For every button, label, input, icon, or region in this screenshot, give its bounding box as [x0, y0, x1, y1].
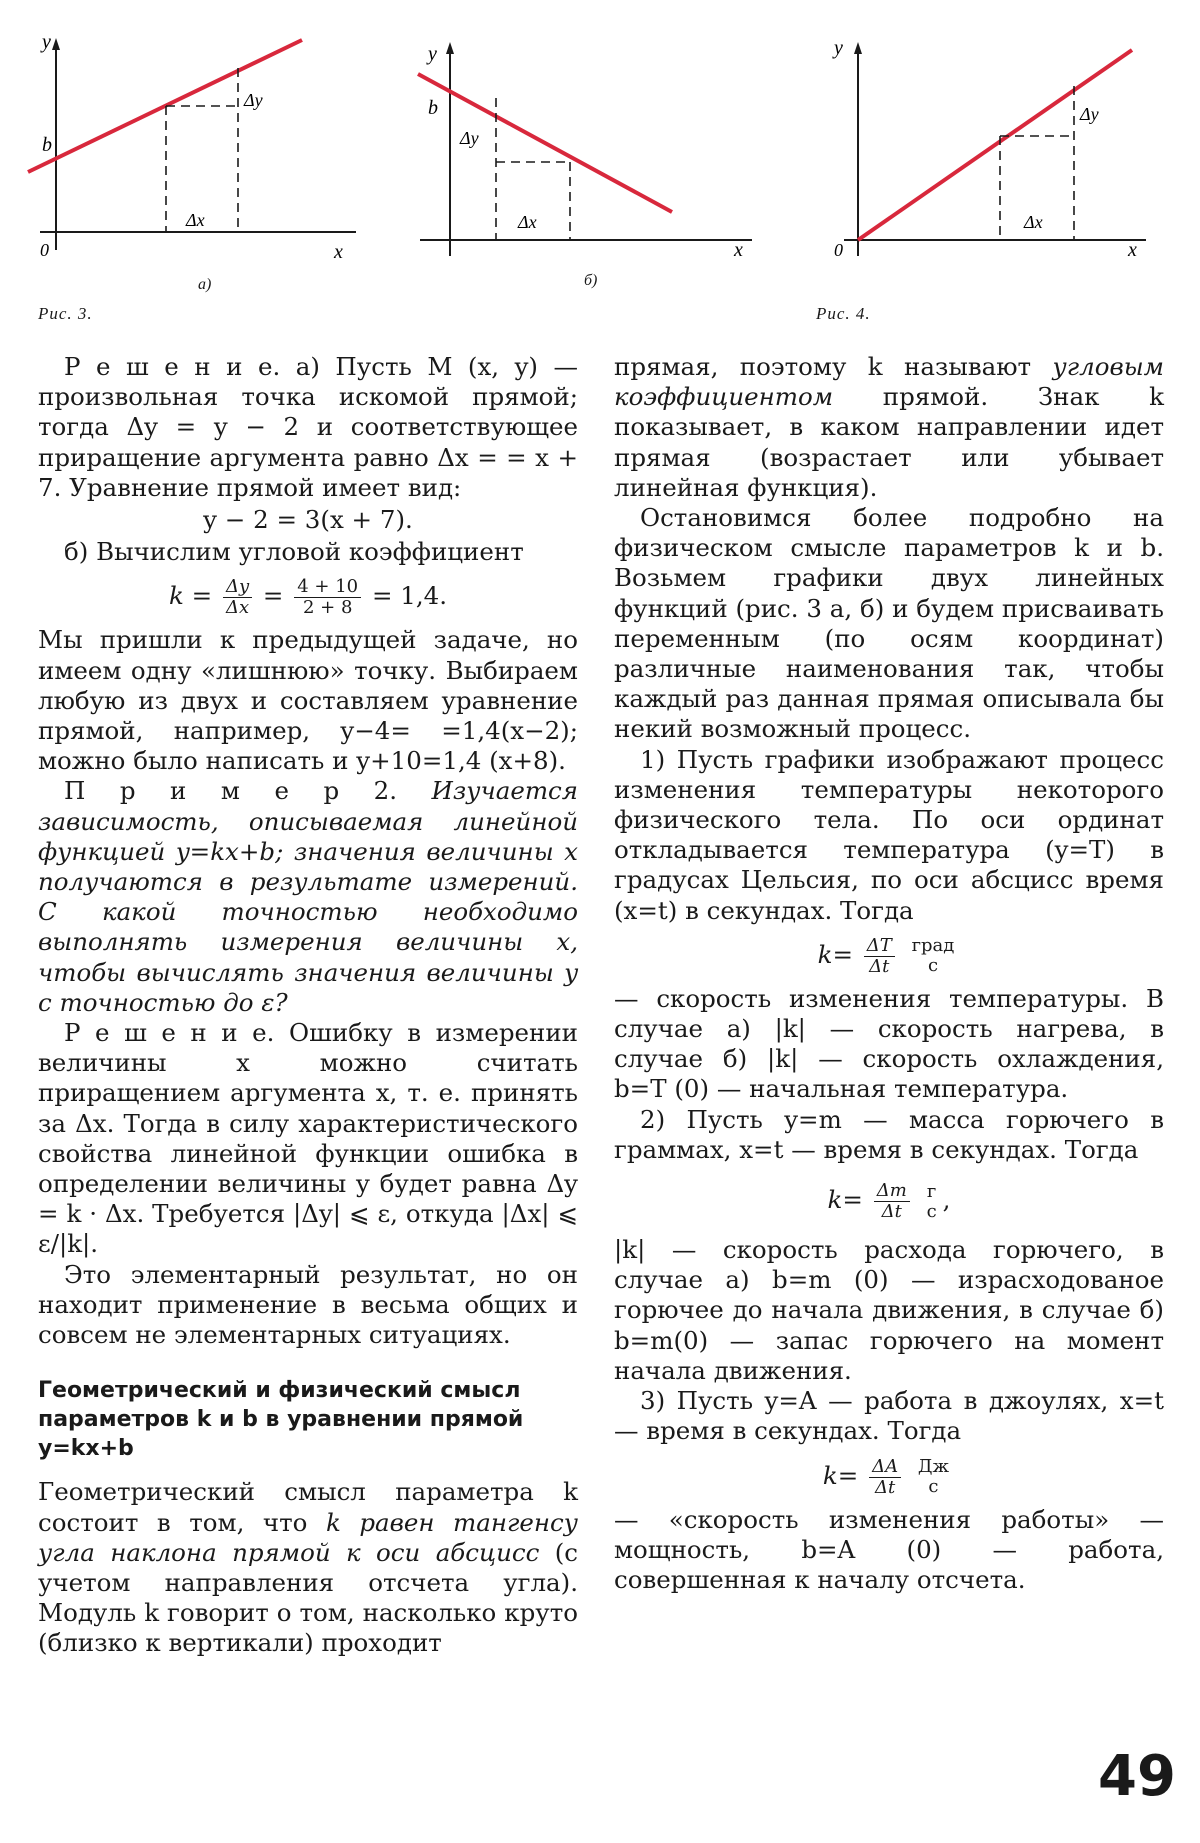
fuel-formula: k= $\frac{\Delta m}{\Delta t}$ г с , — [827, 1180, 951, 1223]
y-label: y — [428, 43, 437, 65]
y-axis-arrow-icon — [854, 42, 862, 54]
delta-y-label: Δy — [460, 128, 479, 148]
x-label: x — [1128, 239, 1137, 261]
x-label: x — [734, 239, 743, 261]
paragraph-physical-meaning: Остановимся более подробно на физическом смысле параметров k и b. Возьмем графики двух линейных функций (рис. 3 а, б) и будем присваивать переменным (по осям координат) различные наименования так, чтобы каждый раз данная прямая описывала бы некий возможный процесс. — [614, 503, 1164, 744]
delta-y-label: Δy — [1080, 104, 1099, 124]
x-label: x — [334, 241, 343, 263]
y-label: y — [42, 31, 51, 53]
y-axis-arrow-icon — [446, 42, 454, 54]
paragraph-geometric: Геометрический смысл параметра k состоит в том, что k равен тангенсу угла наклона прямой к оси абсцисс (с учетом направления отсчета угла). Модуль k говорит о том, насколько круто (близко к вертикали) проходит — [38, 1477, 578, 1658]
origin-label: 0 — [834, 240, 843, 260]
y-label: y — [834, 37, 843, 59]
origin-label: 0 — [40, 240, 49, 260]
paragraph-slope: б) Вычислим угловой коэффициент — [64, 537, 524, 567]
paragraph-fuel-speed: |k| — скорость расхода горючего, в случае а) b=m (0) — израсходованое горючее до начала движения, в случае б) b=m(0) — запас горючего на момент начала движения. — [614, 1235, 1164, 1385]
figure-4-caption: Рис. 4. — [816, 304, 871, 323]
b-label: b — [428, 97, 438, 119]
delta-x-label: Δx — [518, 212, 537, 232]
paragraph-temperature-speed: — скорость изменения температуры. В случае а) |k| — скорость нагрева, в случае б) |k| — скорость охлаждения, b=T (0) — начальная температура. — [614, 983, 1164, 1104]
paragraph-work: 3) Пусть y=A — работа в джоулях, x=t — время в секундах. Тогда — [614, 1386, 1164, 1446]
right-column — [614, 352, 1164, 1595]
page-number: 49 — [1098, 1744, 1176, 1809]
paragraph-elementary: Это элементарный результат, но он находит применение в весьма общих и совсем не элементарных ситуациях. — [38, 1259, 578, 1350]
paragraph-previous-task: Мы пришли к предыдущей задаче, но имеем одну «лишнюю» точку. Выбираем любую из двух и составляем уравнение прямой, например, y−4= =1,4(x−2); можно было написать и y+10=1,4 (x+8). — [38, 625, 578, 776]
delta-x-label: Δx — [1024, 212, 1043, 232]
solution-paragraph-2: Р е ш е н и е. Ошибку в измерении величины x можно считать приращением аргумента x, т. е. принять за Δx. Тогда в силу характеристического свойства линейной функции ошибка в определении величины y будет равна Δy = k · Δx. Требуется |Δy| ⩽ ε, откуда |Δx| ⩽ ε/|k|. — [38, 1018, 578, 1259]
subcaption-b: б) — [584, 272, 598, 289]
left-column — [38, 352, 578, 1659]
paragraph-fuel: 2) Пусть y=m — масса горючего в граммах, x=t — время в секундах. Тогда — [614, 1104, 1164, 1164]
solution-paragraph-a: Р е ш е н и е. а) Пусть M (x, y) — произвольная точка искомой прямой; тогда Δy = y − 2 и соответствующее приращение аргумента равно Δx = = x + 7. Уравнение прямой имеет вид: — [38, 352, 579, 502]
paragraph-angular-coefficient: прямая, поэтому k называют угловым коэффициентом прямой. Знак k показывает, в каком направлении идет прямая (возрастает или убывает линейная функция). — [614, 352, 1164, 502]
delta-x-label: Δx — [186, 210, 205, 230]
figure-3a — [20, 30, 360, 270]
figure-3-caption: Рис. 3. — [38, 304, 93, 323]
temperature-formula: k= $\frac{\Delta T}{\Delta t}$ град с — [817, 934, 955, 977]
red-line — [858, 50, 1132, 240]
solution-lead: Р е ш е н и е. — [64, 352, 281, 381]
section-heading: Геометрический и физический смысл параметров k и b в уравнении прямой y=kx+b — [38, 1378, 524, 1462]
slope-formula: k = $\frac{\Delta y}{\Delta x}$ = $\frac{4 + 10}{2 + 8}$ = 1,4. — [168, 576, 448, 619]
paragraph-temperature: 1) Пусть графики изображают процесс изменения температуры некоторого физического тела. По оси ординат откладывается температура (y=T) в градусах Цельсия, по оси абсцисс время (x=t) в секундах. Тогда — [614, 744, 1164, 925]
b-label: b — [42, 134, 52, 156]
paragraph-power: — «скорость изменения работы» — мощность, b=A (0) — работа, совершенная к началу отсчета. — [614, 1504, 1164, 1594]
subcaption-a: а) — [198, 276, 212, 293]
figure-3b — [400, 34, 760, 270]
delta-y-label: Δy — [244, 90, 263, 110]
figure-4 — [820, 34, 1150, 270]
work-formula: k= $\frac{\Delta A}{\Delta t}$ Дж с — [822, 1455, 950, 1498]
example-2: П р и м е р 2. Изучается зависимость, описываемая линейной функцией y=kx+b; значения величины x получаются в результате измерений. С какой точностью необходимо выполнять измерения величины x, чтобы вычислять значения величины y с точностью до ε? — [38, 776, 578, 1017]
equation-line: y − 2 = 3(x + 7). — [203, 505, 413, 535]
red-line — [418, 74, 672, 212]
y-axis-arrow-icon — [52, 38, 60, 50]
